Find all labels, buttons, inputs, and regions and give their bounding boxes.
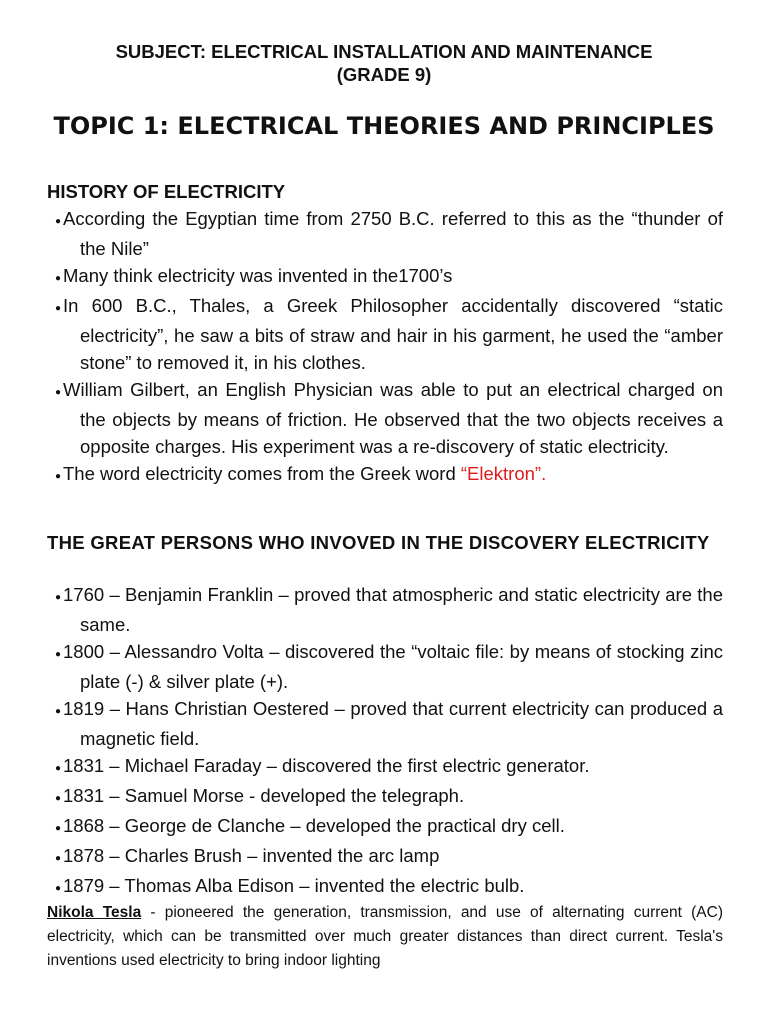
bullet-icon: ● [55,387,62,398]
persons-heading: THE GREAT PERSONS WHO INVOVED IN THE DISCOVERY ELECTRICITY [47,532,710,553]
list-item: ● In 600 B.C., Thales, a Greek Philosopher accidentally discovered “static electricity”, he saw a bits of straw and hair in his garment, he used the “amber stone” to removed it, in his clothes. [55,295,723,373]
subject-header [0,40,768,86]
list-item: ● 1800 – Alessandro Volta – discovered the “voltaic file: by means of stocking zinc plate (-) & silver plate (+). [55,641,723,692]
bullet-icon: ● [55,273,62,284]
tesla-text: - pioneered the generation, transmission, and use of alternating current (AC) electricity, which can be transmitted over much greater distances than direct current. Tesla's inventions used electricity to bring indoor lighting [47,904,723,969]
bullet-icon: ● [55,649,62,660]
list-item: ● 1879 – Thomas Alba Edison – invented the electric bulb. [47,872,723,902]
tesla-paragraph [47,901,723,973]
list-item: ● Many think electricity was invented in the1700’s [47,262,723,292]
history-list [47,205,723,490]
list-item: ● The word electricity comes from the Greek word “Elektron”. [47,460,723,490]
history-heading: HISTORY OF ELECTRICITY [47,181,286,202]
bullet-icon: ● [55,471,62,482]
elektron-highlight: “Elektron”. [460,463,547,484]
list-item: ● 1868 – George de Clanche – developed the practical dry cell. [47,812,723,842]
bullet-icon: ● [55,592,62,603]
subject-title: SUBJECT: ELECTRICAL INSTALLATION AND MAINTENANCE [115,41,653,62]
bullet-icon: ● [55,793,62,804]
list-item: ● 1831 – Michael Faraday – discovered the first electric generator. [47,752,723,782]
bullet-icon: ● [55,853,62,864]
topic-title: TOPIC 1: ELECTRICAL THEORIES AND PRINCIPLES [53,112,715,140]
bullet-icon: ● [55,823,62,834]
tesla-name: Nikola Tesla [47,904,142,921]
bullet-icon: ● [55,216,62,227]
list-item: ● 1831 – Samuel Morse - developed the telegraph. [47,782,723,812]
bullet-icon: ● [55,883,62,894]
list-item: ● 1760 – Benjamin Franklin – proved that atmospheric and static electricity are the same. [55,584,723,635]
list-item: ● 1819 – Hans Christian Oestered – proved that current electricity can produced a magnetic field. [55,698,723,749]
bullet-icon: ● [55,706,62,717]
bullet-icon: ● [55,763,62,774]
list-item: ● 1878 – Charles Brush – invented the arc lamp [47,842,723,872]
bullet-icon: ● [55,303,62,314]
persons-list [47,581,723,902]
list-item: ● William Gilbert, an English Physician was able to put an electrical charged on the objects by means of friction. He observed that the two objects receives a opposite charges. His experiment was a re-discovery of static electricity. [55,379,723,457]
grade-label: (GRADE 9) [336,64,432,85]
list-item: ● According the Egyptian time from 2750 B.C. referred to this as the “thunder of the Nile” [55,208,723,259]
